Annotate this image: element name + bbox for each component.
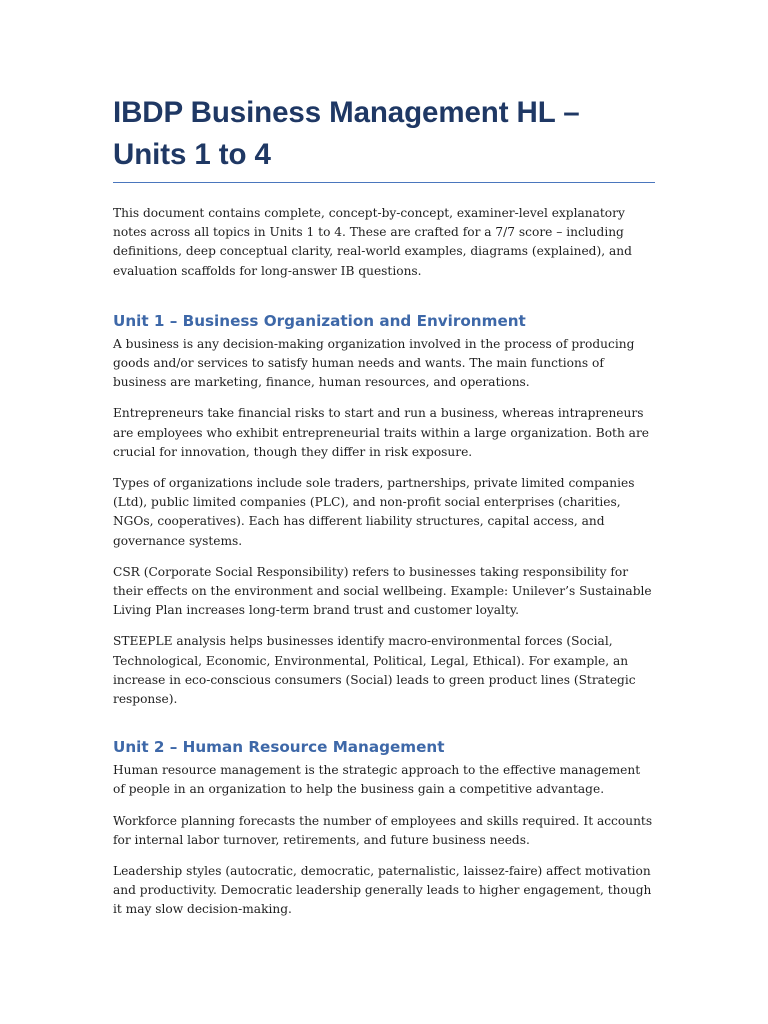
- unit-2-paragraph: Workforce planning forecasts the number of employees and skills required. It accounts for internal labor turnover, retirements, and future business needs.: [113, 813, 653, 847]
- unit-1-paragraph: CSR (Corporate Social Responsibility) refers to businesses taking responsibility for their effects on the environment and social wellbeing. Example: Unilever’s Sustainable Living Plan increases long-term brand trust and customer loyalty.: [113, 564, 652, 618]
- unit-1-paragraph: Entrepreneurs take financial risks to start and run a business, whereas intrapreneurs are employees who exhibit entrepreneurial traits within a large organization. Both are crucial for innovation, though they differ in risk exposure.: [113, 406, 649, 459]
- section-heading-unit-1: Unit 1 – Business Organization and Environment: [113, 311, 526, 330]
- document-title: IBDP Business Management HL – Units 1 to 4: [113, 92, 655, 183]
- unit-2-paragraph: Leadership styles (autocratic, democratic, paternalistic, laissez-faire) affect motivation and productivity. Democratic leadership generally leads to higher engagement, though it may slow decision-making.: [113, 864, 652, 917]
- unit-1-paragraph: Types of organizations include sole traders, partnerships, private limited companies (Ltd), public limited companies (PLC), and non-profit social enterprises (charities, NGOs, cooperatives). Each has different liability structures, capital access, and governance systems.: [113, 476, 635, 548]
- document-page: [113, 92, 655, 932]
- unit-1-paragraph: STEEPLE analysis helps businesses identify macro-environmental forces (Social, Technological, Economic, Environmental, Political, Legal, Ethical). For example, an increase in eco-conscious consumers (Social) leads to green product lines (Strategic response).: [113, 634, 636, 707]
- intro-paragraph: This document contains complete, concept-by-concept, examiner-level explanatory notes across all topics in Units 1 to 4. These are crafted for a 7/7 score – including definitions, deep conceptual clarity, real-world examples, diagrams (explained), and evaluation scaffolds for long-answer IB questions.: [113, 206, 632, 278]
- section-heading-unit-2: Unit 2 – Human Resource Management: [113, 738, 445, 757]
- unit-2-paragraph: Human resource management is the strategic approach to the effective management of people in an organization to help the business gain a competitive advantage.: [113, 763, 641, 797]
- unit-1-paragraph: A business is any decision-making organization involved in the process of producing goods and/or services to satisfy human needs and wants. The main functions of business are marketing, finance, human resources, and operations.: [113, 336, 635, 390]
